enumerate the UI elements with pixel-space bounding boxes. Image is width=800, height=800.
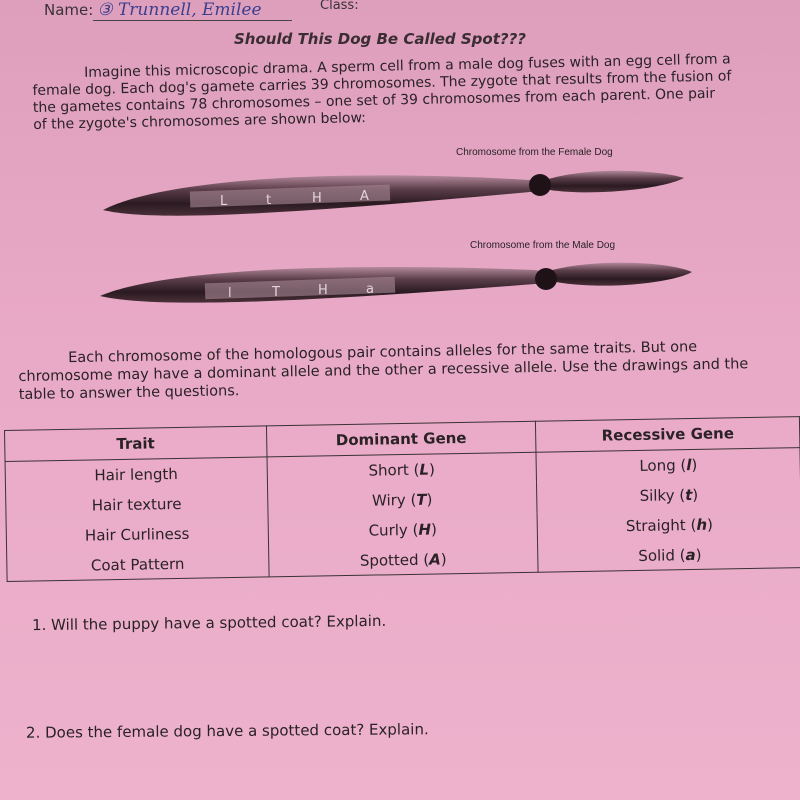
recessive-symbol: h bbox=[696, 515, 708, 534]
trait-cell: Hair length bbox=[5, 457, 267, 492]
recessive-cell: Silky (t) bbox=[537, 478, 800, 513]
male-chromosome bbox=[100, 263, 692, 303]
trait-cell: Hair Curliness bbox=[6, 517, 268, 552]
recessive-symbol: l bbox=[686, 456, 692, 475]
dominant-cell: Curly (H) bbox=[268, 513, 538, 548]
male-allele-3: H bbox=[318, 283, 328, 298]
male-allele-4: a bbox=[366, 282, 374, 297]
dominant-cell: Spotted (A) bbox=[268, 543, 538, 577]
female-short-arm bbox=[545, 171, 684, 193]
dominant-symbol: H bbox=[418, 520, 432, 539]
dominant-value: Short bbox=[368, 460, 409, 480]
header-dominant: Dominant Gene bbox=[266, 421, 536, 457]
female-allele-2: t bbox=[266, 193, 272, 208]
dominant-symbol: A bbox=[429, 549, 441, 569]
recessive-cell: Solid (a) bbox=[538, 538, 800, 572]
recessive-symbol: a bbox=[685, 545, 696, 564]
dominant-value: Curly bbox=[368, 520, 408, 540]
male-short-arm bbox=[552, 263, 692, 286]
recessive-value: Long bbox=[639, 456, 676, 475]
trait-cell: Coat Pattern bbox=[7, 547, 269, 581]
chromosome-diagram bbox=[0, 0, 800, 330]
trait-table bbox=[4, 416, 800, 582]
female-chromosome-label: Chromosome from the Female Dog bbox=[456, 147, 613, 158]
male-allele-2: T bbox=[272, 285, 280, 300]
female-chromosome bbox=[103, 171, 684, 216]
recessive-value: Silky bbox=[639, 486, 675, 505]
dominant-value: Spotted bbox=[359, 550, 419, 570]
recessive-value: Straight bbox=[625, 516, 686, 536]
dominant-cell: Wiry (T) bbox=[267, 483, 537, 518]
recessive-symbol: t bbox=[684, 485, 693, 505]
header-trait: Trait bbox=[5, 426, 267, 462]
student-name: ③ Trunnell, Emilee bbox=[93, 0, 291, 21]
question-2: 2. Does the female dog have a spotted coat? Explain. bbox=[25, 720, 429, 742]
recessive-cell: Straight (h) bbox=[537, 508, 800, 543]
trait-table-wrapper bbox=[4, 416, 800, 582]
recessive-value: Solid bbox=[638, 545, 676, 565]
dominant-value: Wiry bbox=[371, 491, 406, 510]
female-centromere bbox=[529, 174, 551, 196]
name-label: Name: bbox=[44, 1, 94, 19]
female-allele-3: H bbox=[312, 191, 322, 206]
header-recessive: Recessive Gene bbox=[536, 417, 800, 453]
male-allele-1: l bbox=[228, 286, 232, 301]
trait-cell: Hair texture bbox=[6, 487, 268, 522]
female-allele-4: A bbox=[360, 189, 369, 204]
instructions-paragraph: Each chromosome of the homologous pair contains alleles for the same traits. But one chromosome may have a dominant allele and the other a recessive allele. Use the drawings and the table to answer the questions. bbox=[18, 339, 749, 403]
male-chromosome-label: Chromosome from the Male Dog bbox=[470, 240, 616, 251]
class-label: Class: bbox=[320, 0, 359, 13]
dominant-symbol: T bbox=[416, 490, 427, 509]
female-allele-1: L bbox=[220, 194, 228, 209]
worksheet-title: Should This Dog Be Called Spot??? bbox=[234, 30, 526, 48]
dominant-symbol: L bbox=[419, 460, 430, 479]
recessive-cell: Long (l) bbox=[536, 448, 800, 483]
male-centromere bbox=[535, 268, 557, 290]
dominant-cell: Short (L) bbox=[267, 452, 537, 487]
intro-paragraph: Imagine this microscopic drama. A sperm cell from a male dog fuses with an egg cell from a female dog. Each dog's gamete carries 39 chromosomes. The zygote that results from the fusion of the gametes contains 78 chromosomes – one set of 39 chromosomes from each parent. One pair of the zygote's chromosomes are shown below: bbox=[32, 51, 732, 133]
question-1: 1. Will the puppy have a spotted coat? Explain. bbox=[31, 611, 387, 635]
